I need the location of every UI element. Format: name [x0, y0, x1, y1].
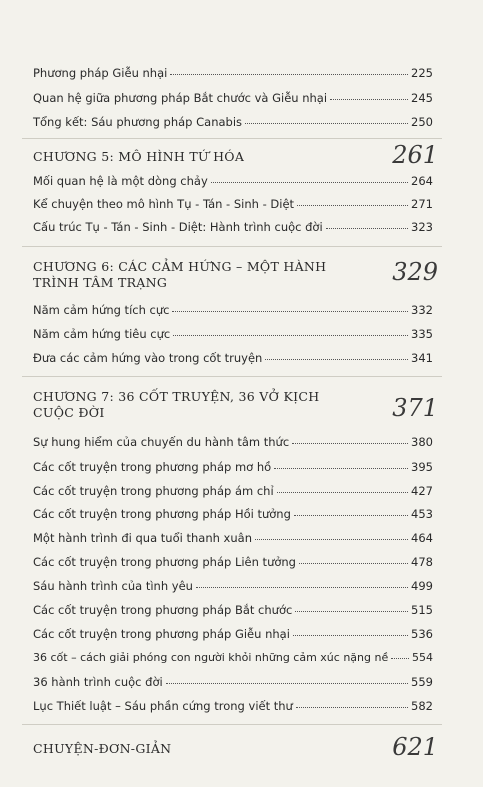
entry-title: Sáu hành trình của tình yêu	[33, 579, 193, 593]
entry-page: 515	[411, 603, 433, 617]
entry-title: 36 hành trình cuộc đời	[33, 675, 163, 689]
toc-entry	[33, 555, 433, 569]
toc-entry	[33, 351, 433, 365]
dot-leader	[294, 515, 408, 516]
toc-entry	[33, 115, 433, 129]
toc-entry	[33, 699, 433, 713]
entry-page: 250	[411, 115, 433, 129]
chapter-page: 261	[392, 141, 438, 169]
toc-entry	[33, 603, 433, 617]
entry-page: 380	[411, 435, 433, 449]
entry-title: Quan hệ giữa phương pháp Bắt chước và Giễu nhại	[33, 91, 328, 105]
entry-title: Mối quan hệ là một dòng chảy	[33, 174, 208, 188]
toc-entry	[33, 197, 433, 211]
dot-leader	[297, 205, 408, 206]
dot-leader	[299, 563, 408, 564]
dot-leader	[277, 492, 408, 493]
entry-page: 335	[411, 327, 433, 341]
entry-title: Sự hung hiểm của chuyến du hành tâm thức	[33, 435, 290, 449]
dot-leader	[391, 658, 409, 659]
toc-entry	[33, 220, 433, 234]
entry-page: 245	[411, 91, 433, 105]
chapter-title	[33, 259, 353, 291]
chapter-heading	[33, 386, 438, 426]
toc-entry	[33, 651, 433, 665]
entry-title: Cấu trúc Tụ - Tán - Sinh - Diệt: Hành trình cuộc đời	[33, 220, 323, 234]
chapter-title	[33, 149, 353, 165]
dot-leader	[330, 99, 408, 100]
entry-page: 464	[411, 531, 433, 545]
entry-page: 536	[411, 627, 433, 641]
entry-page: 264	[411, 174, 433, 188]
entry-page: 427	[411, 484, 433, 498]
entry-title: Các cốt truyện trong phương pháp ám chỉ	[33, 484, 274, 498]
section-divider	[22, 246, 442, 247]
chapter-title-line: CHUYỆN-ĐƠN-GIẢN	[33, 741, 172, 756]
entry-title: Các cốt truyện trong phương pháp mơ hồ	[33, 460, 272, 474]
toc-entry	[33, 91, 433, 105]
chapter-title-line: CHƯƠNG 7: 36 CỐT TRUYỆN, 36 VỞ KỊCH	[33, 389, 320, 404]
chapter-title-line: CHƯƠNG 6: CÁC CẢM HỨNG – MỘT HÀNH	[33, 259, 327, 274]
entry-title: Năm cảm hứng tiêu cực	[33, 327, 171, 341]
dot-leader	[211, 182, 408, 183]
dot-leader	[196, 587, 408, 588]
dot-leader	[296, 707, 408, 708]
toc-entry	[33, 484, 433, 498]
dot-leader	[295, 611, 408, 612]
entry-page: 395	[411, 460, 433, 474]
toc-entry	[33, 174, 433, 188]
entry-page: 225	[411, 66, 433, 80]
dot-leader	[170, 74, 408, 75]
chapter-heading	[33, 256, 438, 296]
toc-entry	[33, 327, 433, 341]
entry-title: Các cốt truyện trong phương pháp Liên tưởng	[33, 555, 296, 569]
dot-leader	[255, 539, 408, 540]
section-divider	[22, 376, 442, 377]
entry-title: Các cốt truyện trong phương pháp Hồi tưởng	[33, 507, 291, 521]
toc-entry	[33, 460, 433, 474]
toc-entry	[33, 627, 433, 641]
chapter-page: 329	[392, 258, 438, 286]
entry-page: 323	[411, 220, 433, 234]
entry-page: 559	[411, 675, 433, 689]
chapter-page: 371	[392, 394, 438, 422]
entry-page: 453	[411, 507, 433, 521]
toc-entry	[33, 435, 433, 449]
entry-title: Các cốt truyện trong phương pháp Giễu nhại	[33, 627, 290, 641]
section-divider	[22, 138, 442, 139]
chapter-title	[33, 741, 353, 757]
entry-title: Lục Thiết luật – Sáu phần cứng trong viết thư	[33, 699, 293, 713]
chapter-title	[33, 389, 353, 421]
entry-page: 582	[411, 699, 433, 713]
entry-title: Kể chuyện theo mô hình Tụ - Tán - Sinh - Diệt	[33, 197, 295, 211]
entry-page: 554	[412, 651, 433, 664]
dot-leader	[172, 311, 408, 312]
entry-title: Năm cảm hứng tích cực	[33, 303, 170, 317]
toc-entry	[33, 531, 433, 545]
toc-entry	[33, 675, 433, 689]
dot-leader	[173, 335, 408, 336]
chapter-title-line: CUỘC ĐỜI	[33, 405, 105, 420]
toc-entry	[33, 303, 433, 317]
entry-page: 271	[411, 197, 433, 211]
toc-entry	[33, 66, 433, 80]
chapter-heading	[33, 735, 438, 763]
entry-title: Một hành trình đi qua tuổi thanh xuân	[33, 531, 252, 545]
entry-title: Phương pháp Giễu nhại	[33, 66, 168, 80]
entry-page: 332	[411, 303, 433, 317]
dot-leader	[274, 468, 408, 469]
entry-page: 478	[411, 555, 433, 569]
chapter-page: 621	[392, 733, 438, 761]
entry-title: Tổng kết: Sáu phương pháp Canabis	[33, 115, 243, 129]
chapter-title-line: TRÌNH TÂM TRẠNG	[33, 275, 168, 290]
section-divider	[22, 724, 442, 725]
toc-entry	[33, 579, 433, 593]
entry-page: 499	[411, 579, 433, 593]
entry-title: 36 cốt – cách giải phóng con người khỏi những cảm xúc nặng nề	[33, 651, 389, 664]
dot-leader	[265, 359, 408, 360]
dot-leader	[326, 228, 408, 229]
dot-leader	[293, 635, 408, 636]
chapter-heading	[33, 143, 438, 169]
toc-entry	[33, 507, 433, 521]
dot-leader	[245, 123, 408, 124]
dot-leader	[292, 443, 408, 444]
chapter-title-line: CHƯƠNG 5: MÔ HÌNH TỨ HÓA	[33, 149, 245, 164]
entry-title: Đưa các cảm hứng vào trong cốt truyện	[33, 351, 263, 365]
entry-page: 341	[411, 351, 433, 365]
dot-leader	[166, 683, 408, 684]
entry-title: Các cốt truyện trong phương pháp Bắt chước	[33, 603, 293, 617]
